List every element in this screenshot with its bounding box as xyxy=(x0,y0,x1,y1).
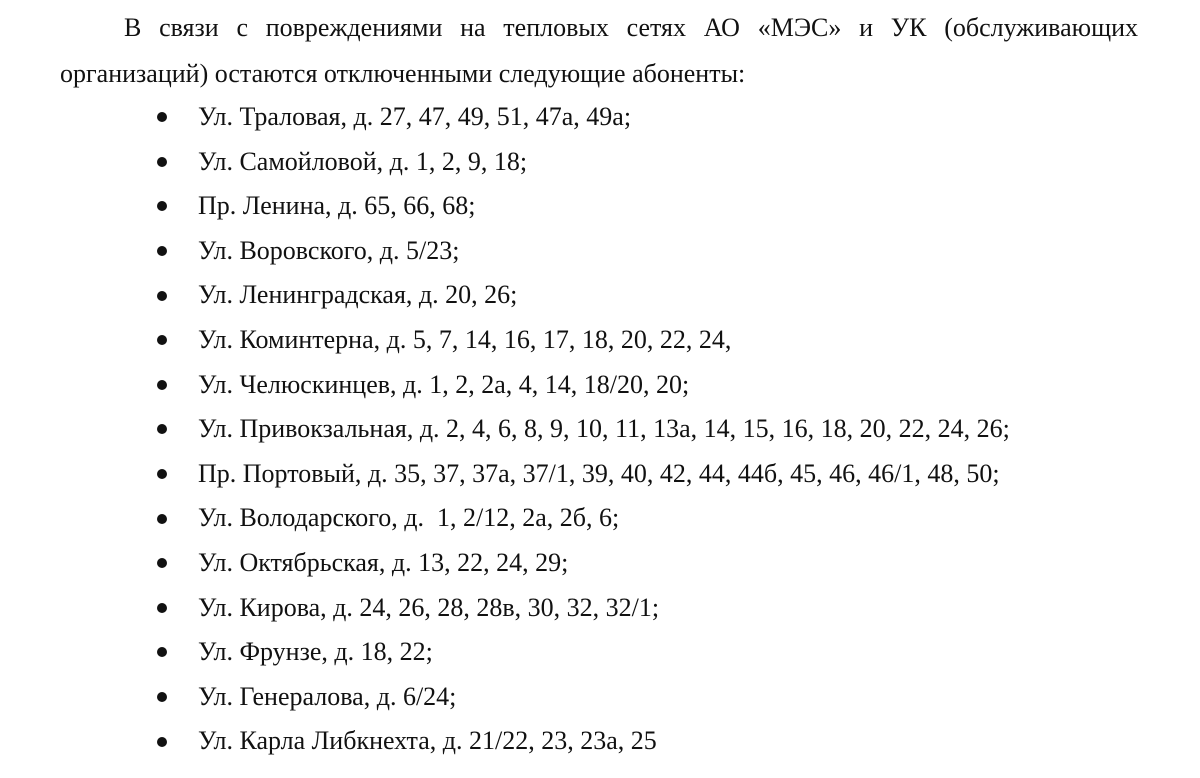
bullet-icon xyxy=(157,157,167,167)
bullet-icon xyxy=(157,246,167,256)
list-item-text: Ул. Траловая, д. 27, 47, 49, 51, 47а, 49а; xyxy=(198,102,632,131)
intro-paragraph: В связи с повреждениями на тепловых сетях АО «МЭС» и УК (обслуживающих организаций) остаются отключенными следующие абоненты: xyxy=(60,13,1138,88)
bullet-icon xyxy=(157,603,167,613)
list-item xyxy=(0,675,1200,720)
bullet-icon xyxy=(157,737,167,747)
list-item-text: Ул. Кирова, д. 24, 26, 28, 28в, 30, 32, 32/1; xyxy=(198,592,660,622)
list-item xyxy=(0,95,1200,140)
abonent-list xyxy=(0,95,1200,764)
list-item xyxy=(0,586,1200,631)
bullet-icon xyxy=(157,291,167,301)
list-item-text: Ул. Ленинградская, д. 20, 26; xyxy=(198,280,518,310)
bullet-icon xyxy=(157,514,167,524)
list-item xyxy=(0,318,1200,363)
list-item-text: Ул. Привокзальная, д. 2, 4, 6, 8, 9, 10, 11, 13а, 14, 15, 16, 18, 20, 22, 24, 26; xyxy=(198,414,1010,444)
list-item xyxy=(0,407,1200,452)
list-item xyxy=(0,452,1200,497)
bullet-icon xyxy=(157,112,167,122)
bullet-icon xyxy=(157,335,167,345)
list-item xyxy=(0,496,1200,541)
bullet-icon xyxy=(157,380,167,390)
list-item xyxy=(0,363,1200,408)
list-item-text: Ул. Генералова, д. 6/24; xyxy=(198,681,457,711)
list-item-text: Ул. Самойловой, д. 1, 2, 9, 18; xyxy=(198,146,528,176)
list-item-text: Ул. Коминтерна, д. 5, 7, 14, 16, 17, 18, 20, 22, 24, xyxy=(198,324,732,354)
list-item xyxy=(0,273,1200,318)
list-item-text: Ул. Карла Либкнехта, д. 21/22, 23, 23а, 25 xyxy=(198,726,657,756)
bullet-icon xyxy=(157,424,167,434)
bullet-icon xyxy=(157,201,167,211)
list-item xyxy=(0,229,1200,274)
list-item-text: Ул. Володарского, д. 1, 2/12, 2а, 2б, 6; xyxy=(198,503,620,533)
list-item xyxy=(0,719,1200,764)
list-item xyxy=(0,184,1200,229)
list-item xyxy=(0,630,1200,675)
bullet-icon xyxy=(157,469,167,479)
list-item-text: Пр. Ленина, д. 65, 66, 68; xyxy=(198,191,476,221)
list-item xyxy=(0,541,1200,586)
list-item-text: Ул. Воровского, д. 5/23; xyxy=(198,235,460,265)
list-item-text: Ул. Челюскинцев, д. 1, 2, 2а, 4, 14, 18/20, 20; xyxy=(198,369,690,399)
bullet-icon xyxy=(157,692,167,702)
list-item-text: Ул. Октябрьская, д. 13, 22, 24, 29; xyxy=(198,547,569,577)
bullet-icon xyxy=(157,647,167,657)
list-item-text: Ул. Фрунзе, д. 18, 22; xyxy=(198,637,433,667)
list-item xyxy=(0,140,1200,185)
list-item-text: Пр. Портовый, д. 35, 37, 37а, 37/1, 39, 40, 42, 44, 44б, 45, 46, 46/1, 48, 50; xyxy=(198,458,1000,488)
bullet-icon xyxy=(157,558,167,568)
